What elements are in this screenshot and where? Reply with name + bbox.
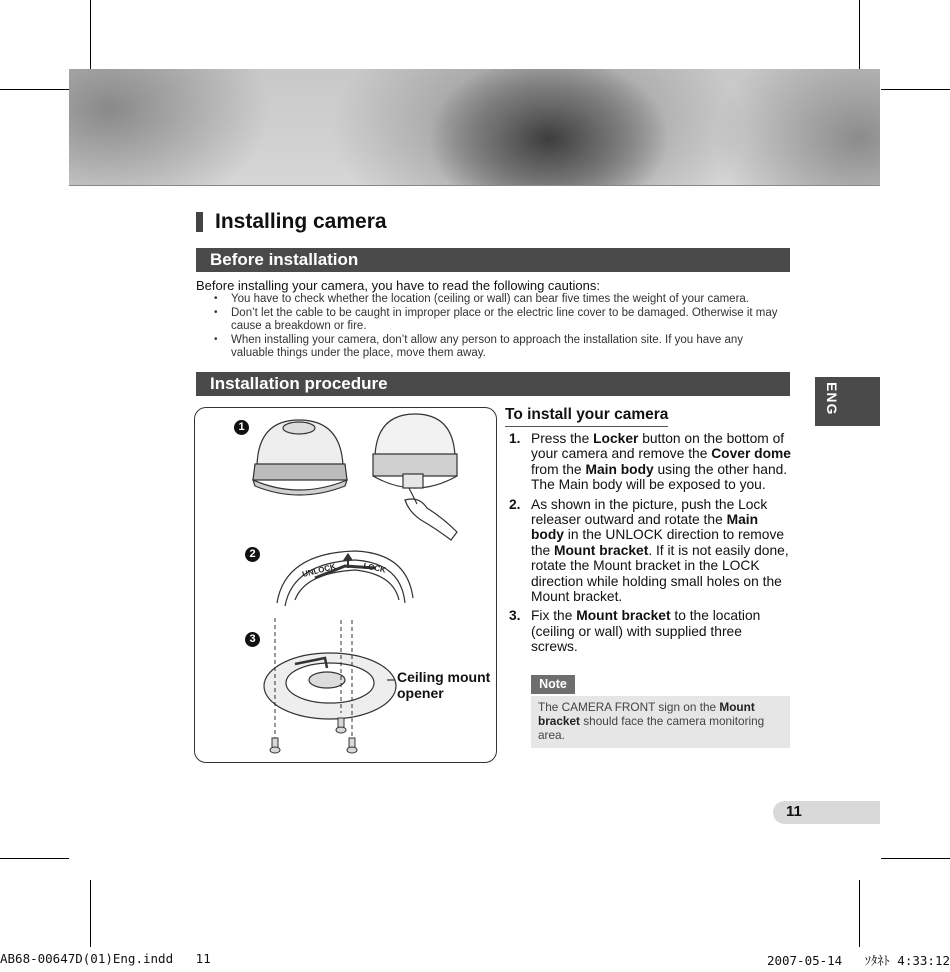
crop-mark	[90, 0, 91, 69]
bullet-dot: •	[214, 293, 218, 304]
language-tab	[815, 377, 880, 426]
bold-term: Main body	[585, 461, 654, 477]
camera-locker-illustration	[373, 414, 457, 540]
footer-file-info: AB68-00647D(01)Eng.indd 11	[0, 951, 211, 966]
crop-mark	[90, 880, 91, 947]
text-run: . If it is not easily done, rotate the Mount bracket in the LOCK direction while holding small holes on the Mount bracket.	[531, 542, 789, 605]
step-text	[531, 497, 791, 605]
text-run: from the	[531, 461, 586, 477]
text-run: to the location (ceiling or wall) with supplied three screws.	[531, 608, 761, 655]
bold-term: Mount bracket	[576, 608, 671, 624]
list-item	[214, 307, 789, 334]
note-box	[531, 696, 790, 748]
text-run: should face the camera monitoring area.	[538, 714, 765, 742]
before-installation-heading: Before installation	[196, 248, 790, 272]
step-2-badge: 2	[245, 547, 260, 562]
install-subheading: To install your camera	[505, 406, 668, 427]
bold-term: Mount bracket	[554, 542, 649, 558]
caution-text: You have to check whether the location (ceiling or wall) can bear five times the weight of your camera.	[231, 293, 749, 305]
title-marker	[196, 212, 203, 232]
cautions-lead: Before installing your camera, you have to read the following cautions:	[196, 278, 600, 293]
ceiling-mount-opener-label	[397, 669, 490, 701]
bold-term: Main body	[531, 512, 759, 543]
unlock-label: UNLOCK	[301, 561, 337, 579]
list-item	[509, 497, 791, 605]
screw-icons	[270, 718, 357, 753]
crop-mark	[859, 880, 860, 947]
step-number: 2.	[509, 496, 521, 512]
crop-mark	[0, 858, 69, 859]
page-number: 11	[786, 803, 802, 820]
bold-term: Cover dome	[711, 446, 791, 462]
step-1-badge: 1	[234, 420, 249, 435]
list-item	[509, 608, 791, 654]
header-banner-image	[69, 69, 880, 186]
step-3-badge: 3	[245, 632, 260, 647]
callout-line: Ceiling mount	[397, 669, 491, 685]
text-run: As shown in the picture, push the Lock releaser outward and rotate the	[531, 496, 768, 528]
bold-term: Locker	[593, 431, 639, 446]
page-title: Installing camera	[215, 210, 387, 233]
crop-mark	[881, 858, 950, 859]
step-text	[531, 431, 791, 493]
text-run: The CAMERA FRONT sign on the	[538, 700, 720, 714]
text-run: Press the	[531, 431, 594, 446]
bullet-dot: •	[214, 306, 218, 318]
footer-timestamp: 2007-05-14 ｿﾀﾈﾄ 4:33:12	[766, 953, 950, 968]
bold-term: Mount bracket	[538, 700, 755, 728]
callout-line: opener	[397, 685, 444, 701]
install-steps	[509, 431, 791, 659]
installation-figure	[194, 407, 497, 763]
list-item	[509, 431, 791, 493]
installation-illustration	[195, 408, 498, 764]
text-run: using the other hand. The Main body will be exposed to you.	[531, 461, 788, 493]
language-tab-label: ENG	[824, 382, 840, 416]
note-label: Note	[531, 675, 575, 694]
list-item	[214, 293, 789, 307]
list-item	[214, 334, 789, 361]
cautions-list	[214, 293, 789, 361]
caution-text: When installing your camera, don’t allow any person to approach the installation site. If you have any valuable things under the place, move them away.	[231, 333, 744, 359]
crop-mark	[881, 89, 950, 90]
text-run: button on the bottom of your camera and remove the	[531, 431, 785, 462]
step-number: 1.	[509, 431, 521, 446]
text-run: Fix the	[531, 608, 577, 624]
step-text	[531, 608, 791, 654]
text-run: in the UNLOCK direction to remove the	[531, 527, 785, 558]
step-number: 3.	[509, 608, 521, 624]
lock-label: LOCK	[362, 561, 387, 575]
mount-bracket-illustration	[264, 653, 396, 719]
installation-procedure-heading: Installation procedure	[196, 372, 790, 396]
dome-camera-illustration	[253, 420, 347, 495]
caution-text: Don’t let the cable to be caught in improper place or the electric line cover to be damaged. Otherwise it may cause a breakdown or fire.	[231, 306, 778, 332]
crop-mark	[859, 0, 860, 69]
lock-ring-illustration	[277, 551, 413, 606]
crop-mark	[0, 89, 69, 90]
bullet-dot: •	[214, 333, 218, 345]
section-title	[196, 210, 387, 234]
